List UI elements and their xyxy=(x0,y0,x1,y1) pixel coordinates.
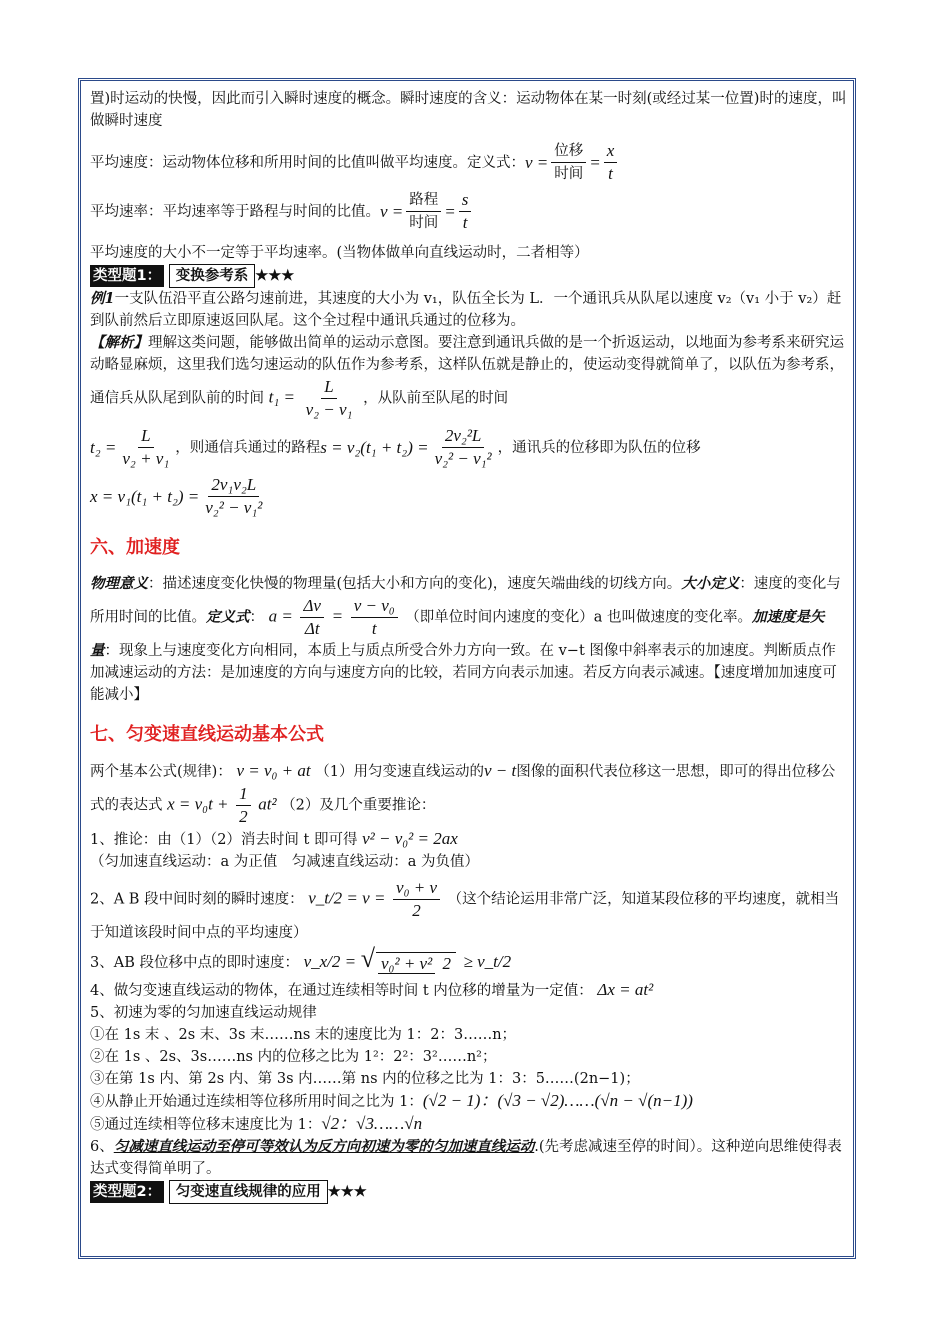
text-vector: ：现象上与速度变化方向相同，本质上与质点所受合外力方向一致。在 v−t 图像中斜率表示的加速度。判断质点作加减速运动的方法：是加速度的方向与速度方向的比较，若同方向表示加速。若反方向表示减速。【速度增加加速度可能减小】 xyxy=(90,643,837,703)
after-t2-text: ，则通信兵通过的路程 xyxy=(175,439,321,456)
fraction-numerator: 路程 xyxy=(406,189,441,212)
fraction-denominator: v₂ + v₁ xyxy=(122,449,170,468)
fraction-numerator: v₀ + v xyxy=(393,877,440,900)
ratio-5-formula: √2：√3……√n xyxy=(321,1113,423,1133)
fraction-numerator: x xyxy=(604,140,618,163)
type-title: 变换参考系 xyxy=(169,264,256,288)
avg-speed-text: 平均速率：平均速率等于路程与时间的比值。 xyxy=(90,203,380,220)
avg-velocity-lhs: v = xyxy=(525,152,549,172)
colon: ： xyxy=(249,609,264,626)
example-label: 例1 xyxy=(90,290,115,307)
avg-velocity-text: 平均速度：运动物体位移和所用时间的比值叫做平均速度。定义式： xyxy=(90,154,525,171)
inference-3-fraction xyxy=(376,952,456,975)
vt-label: v − t xyxy=(483,761,517,780)
ratio-3: ③在第 1s 内、第 2s 内、第 3s 内……第 ns 内的位移之比为 1：3：5……(2n−1)； xyxy=(90,1070,640,1087)
formula-velocity: v = v₀ + at xyxy=(236,761,311,780)
fraction-denominator: t xyxy=(371,619,377,638)
x-fraction xyxy=(202,474,265,519)
fraction-denominator: Δt xyxy=(304,619,320,638)
t2-fraction xyxy=(119,425,172,470)
equals-sign: = xyxy=(589,152,601,172)
type2-heading xyxy=(90,1180,848,1204)
paragraph-relation: 平均速度的大小不一定等于平均速率。(当物体做单向直线运动时，二者相等） xyxy=(90,245,589,261)
inference-1-note: （匀加速直线运动：a 为正值 匀减速直线运动：a 为负值） xyxy=(90,854,480,870)
fraction-numerator: 1 xyxy=(236,783,251,806)
inference-3-inequality: ≥ v_t/2 xyxy=(463,952,512,971)
label-vector: 加速度是矢量 xyxy=(90,608,825,659)
acceleration-fraction xyxy=(300,595,324,640)
fraction-denominator: 时间 xyxy=(554,166,584,182)
fraction-numerator: v₀² + v² xyxy=(378,954,435,974)
inference-6-text: .(先考虑减速至停的时间）。这种逆向思维使得表达式变得简单明了。 xyxy=(90,1138,842,1177)
inference-6-number: 6、 xyxy=(90,1138,114,1155)
inferences-intro: （2）及几个重要推论： xyxy=(281,797,436,814)
section-6-title: 六、加速度 xyxy=(90,537,180,558)
fraction-denominator: t xyxy=(462,213,468,232)
fraction-denominator: t xyxy=(608,164,613,183)
inference-2-fraction xyxy=(393,877,440,922)
inference-2-note: （这个结论运用非常广泛，知道某段位移的平均速度，就相当于知道该段时间中点的平均速度） xyxy=(90,891,840,941)
inference-3 xyxy=(90,944,848,975)
avg-speed-line xyxy=(90,189,848,234)
ratio-5 xyxy=(90,1113,848,1136)
avg-speed-fraction xyxy=(406,189,441,234)
fraction-denominator: 时间 xyxy=(409,215,439,231)
fraction-numerator: v − v₀ xyxy=(351,595,398,618)
ratio-2: ②在 1s 、2s、3s……ns 内的位移之比为 1²：2²：3²……n²； xyxy=(90,1048,497,1065)
ratio-4-formula: (√2 − 1)：(√3 − √2)……(√n − √(n−1)) xyxy=(422,1090,693,1110)
difficulty-stars: ★★★ xyxy=(327,1182,367,1200)
inference-3-text: 3、AB 段位移中点的即时速度： xyxy=(90,955,299,971)
basic-formulas-text-2: 图像的面积代表位移这一思想，即可的得出位移公式的表达式 xyxy=(90,764,836,814)
avg-velocity-fraction-symbolic xyxy=(604,140,618,185)
x-line xyxy=(90,474,848,519)
x-lhs: x = v₁(t₁ + t₂) = xyxy=(90,486,200,506)
inference-6-emphasis: 匀减速直线运动至停可等效认为反方向初速为零的匀加速直线运动 xyxy=(113,1137,535,1155)
sqrt-icon: √ xyxy=(360,944,376,973)
fraction-denominator: 2 xyxy=(412,901,421,920)
text-physical-meaning: ：描述速度变化快慢的物理量(包括大小和方向的变化)，速度矢端曲线的切线方向。 xyxy=(148,576,682,592)
fraction-numerator: 2v₂²L xyxy=(442,425,485,448)
acceleration-fraction-2 xyxy=(351,595,398,640)
inference-2-formula: v_t/2 = v = xyxy=(308,888,386,908)
fraction-numerator: 位移 xyxy=(551,140,586,163)
avg-velocity-line xyxy=(90,140,848,185)
inference-3-formula: v_x/2 = xyxy=(303,952,357,971)
t2-lhs: t₂ = xyxy=(90,437,117,457)
basic-formulas-text: （1）用匀变速直线运动的 xyxy=(315,764,484,780)
example1-analysis xyxy=(90,332,848,421)
basic-formulas-intro: 两个基本公式(规律)： xyxy=(90,764,232,780)
inference-1-text: 1、推论：由（1）（2）消去时间 t 即可得 xyxy=(90,832,358,848)
t1-fraction xyxy=(303,376,356,421)
label-size-definition: 大小定义 xyxy=(681,575,740,592)
label-physical-meaning: 物理意义 xyxy=(90,575,148,592)
t1-lhs: t₁ = xyxy=(268,387,295,407)
s-fraction xyxy=(432,425,495,470)
avg-speed-lhs: v = xyxy=(380,201,404,221)
type-tag: 类型题1： xyxy=(90,265,164,287)
formula-displacement-b: at² xyxy=(258,794,277,814)
t2-line xyxy=(90,425,848,470)
fraction-denominator: v₂² − v₁² xyxy=(434,449,492,468)
example1 xyxy=(90,288,848,332)
fraction-numerator: Δv xyxy=(300,595,324,618)
ratio-4 xyxy=(90,1090,848,1113)
paragraph-instantaneous-velocity: 置)时运动的快慢，因此而引入瞬时速度的概念。瞬时速度的含义：运动物体在某一时刻(或经过某一位置)时的速度，叫做瞬时速度 xyxy=(90,91,847,129)
difficulty-stars: ★★★ xyxy=(255,267,295,284)
inference-2 xyxy=(90,877,848,944)
analysis-text: 理解这类问题，能够做出简单的运动示意图。要注意到通讯兵做的是一个折返运动，以地面为参考系来研究运动略显麻烦，这里我们选匀速运动的队伍作为参考系，这样队伍就是静止的，使运动变得就简单了，以队伍为参考系，通信兵从队尾到队前的时间 xyxy=(90,335,844,407)
type-title: 匀变速直线规律的应用 xyxy=(169,1180,328,1204)
after-t1-text: ，从队前至队尾的时间 xyxy=(363,390,509,407)
acceleration-lhs: a = xyxy=(268,606,293,626)
fraction-denominator: v₂² − v₁² xyxy=(205,498,263,517)
equals-sign: = xyxy=(444,201,456,221)
fraction-denominator: 2 xyxy=(442,953,451,973)
fraction-denominator: 2 xyxy=(239,807,248,826)
half-fraction xyxy=(236,783,251,828)
s-lhs: s = v₂(t₁ + t₂) = xyxy=(320,437,429,457)
fraction-denominator: v₂ − v₁ xyxy=(305,400,353,419)
inference-1 xyxy=(90,828,848,873)
inference-6 xyxy=(90,1136,848,1180)
example-text: 一支队伍沿平直公路匀速前进，其速度的大小为 v₁，队伍全长为 L．一个通讯兵从队尾以速度 v₂（v₁ 小于 v₂）赶到队前然后立即原速返回队尾。这个全过程中通讯兵通过的位移为。 xyxy=(90,291,842,329)
inference-5: 5、初速为零的匀加速直线运动规律 xyxy=(90,1004,317,1021)
equals-sign: = xyxy=(331,606,344,626)
avg-speed-fraction-symbolic xyxy=(459,189,472,234)
section-7-title: 七、匀变速直线运动基本公式 xyxy=(90,724,324,745)
inference-4-text: 4、做匀变速直线运动的物体，在通过连续相等时间 t 内位移的增量为一定值： xyxy=(90,982,593,999)
type1-heading xyxy=(90,264,848,288)
inference-4 xyxy=(90,979,848,1002)
fraction-numerator: 2v₁v₂L xyxy=(208,474,259,497)
formula-displacement-a: x = v₀t + xyxy=(167,794,229,814)
ratio-4-text: ④从静止开始通过连续相等位移所用时间之比为 1： xyxy=(90,1093,423,1110)
section-6-body xyxy=(90,573,848,706)
document-body xyxy=(90,88,848,1204)
inference-2-text: 2、A B 段中间时刻的瞬时速度： xyxy=(90,891,304,908)
after-s-text: ，通讯兵的位移即为队伍的位移 xyxy=(497,439,701,456)
analysis-label: 【解析】 xyxy=(90,334,148,351)
inference-4-formula: Δx = at² xyxy=(597,979,654,999)
fraction-numerator: L xyxy=(321,376,336,399)
basic-formulas xyxy=(90,760,848,828)
ratio-1: ①在 1s 末 、2s 末、3s 末……ns 末的速度比为 1：2：3……n； xyxy=(90,1026,517,1043)
text-size-definition: ：速度的变化与所用时间的比值。 xyxy=(90,576,841,626)
fraction-numerator: s xyxy=(459,189,472,212)
label-definition: 定义式 xyxy=(206,608,250,626)
type-tag: 类型题2： xyxy=(90,1181,164,1203)
text-rate-of-change: （即单位时间内速度的变化）a 也叫做速度的变化率。 xyxy=(405,609,753,626)
ratio-5-text: ⑤通过连续相等位移末速度比为 1： xyxy=(90,1116,322,1133)
inference-1-formula: v² − v₀² = 2ax xyxy=(362,829,458,848)
avg-velocity-fraction xyxy=(551,140,586,185)
fraction-numerator: L xyxy=(138,425,153,448)
